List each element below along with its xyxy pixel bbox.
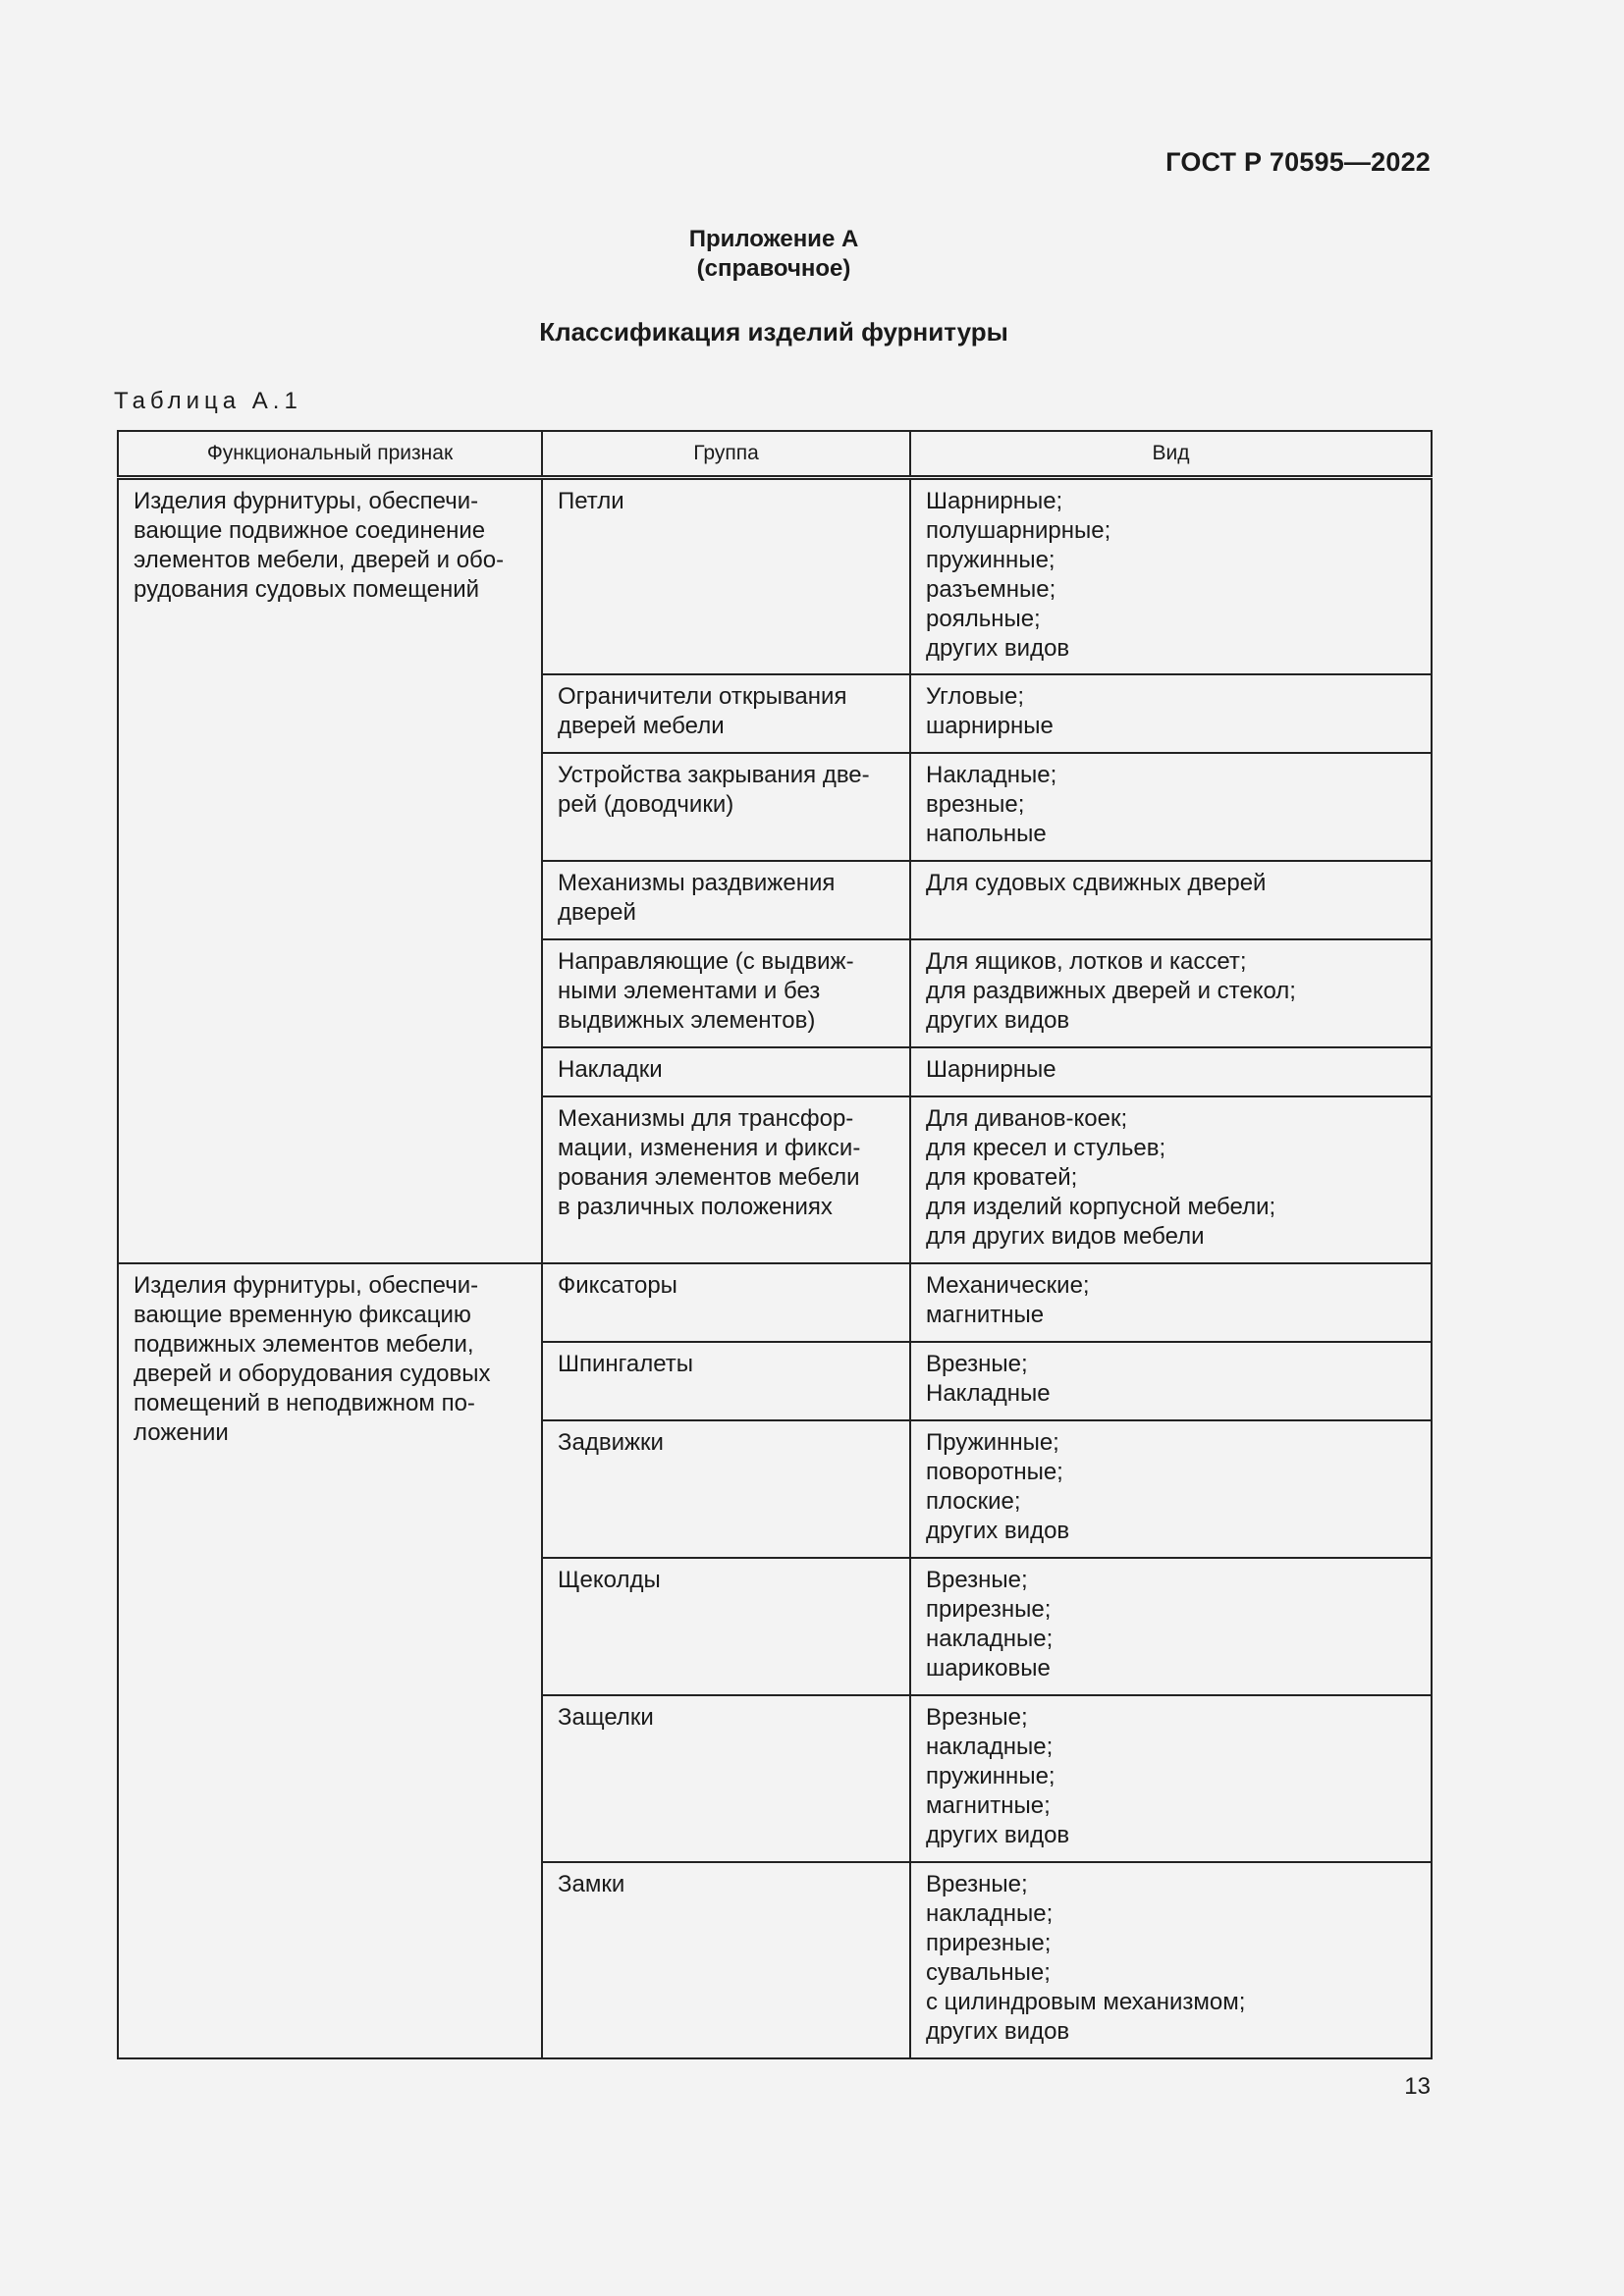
cell-line: Механизмы для трансфор- [558, 1104, 854, 1132]
cell-line: выдвижных элементов) [558, 1006, 816, 1034]
column-header-group: Группа [542, 431, 910, 478]
table-row [118, 478, 1432, 674]
cell-line: для других видов мебели [926, 1222, 1205, 1250]
cell-line: накладные; [926, 1899, 1054, 1927]
cell-line: Направляющие (с выдвиж- [558, 947, 854, 975]
page-number: 13 [1404, 2073, 1431, 2100]
table-row [118, 1263, 1432, 1342]
cell-line: Накладные [926, 1379, 1051, 1407]
group-cell [542, 1558, 910, 1695]
classification-table [117, 430, 1433, 2059]
page-title: Классификация изделий фурнитуры [539, 317, 1008, 347]
cell-line: мации, изменения и фикси- [558, 1134, 861, 1161]
cell-line: Щеколды [558, 1566, 661, 1593]
cell-line: для кроватей; [926, 1163, 1078, 1191]
cell-line: шариковые [926, 1654, 1051, 1682]
cell-line: Для диванов-коек; [926, 1104, 1128, 1132]
group-cell [542, 1862, 910, 2058]
cell-line: шарнирные [926, 712, 1054, 739]
type-cell [910, 674, 1432, 753]
cell-line: сувальные; [926, 1958, 1051, 1986]
type-cell [910, 1342, 1432, 1420]
cell-line: ложении [134, 1418, 229, 1446]
cell-line: дверей мебели [558, 712, 725, 739]
cell-line: других видов [926, 1821, 1070, 1848]
functional-feature-cell [118, 1263, 542, 2058]
cell-line: для раздвижных дверей и стекол; [926, 977, 1296, 1004]
cell-line: для кресел и стульев; [926, 1134, 1166, 1161]
type-cell [910, 1047, 1432, 1096]
cell-line: Для судовых сдвижных дверей [926, 869, 1267, 896]
cell-line: Фиксаторы [558, 1271, 677, 1299]
cell-line: прирезные; [926, 1595, 1052, 1623]
cell-line: Изделия фурнитуры, обеспечи- [134, 488, 479, 514]
cell-line: других видов [926, 2017, 1070, 2045]
cell-line: Задвижки [558, 1428, 664, 1456]
cell-line: Врезные; [926, 1703, 1028, 1731]
table-caption: Таблица А.1 [114, 388, 302, 414]
cell-line: накладные; [926, 1625, 1054, 1652]
cell-line: Ограничители открывания [558, 682, 847, 710]
cell-line: магнитные [926, 1301, 1045, 1328]
cell-line: прирезные; [926, 1929, 1052, 1956]
cell-line: разъемные; [926, 576, 1056, 603]
cell-line: Шарнирные [926, 1055, 1056, 1083]
cell-line: накладные; [926, 1733, 1054, 1760]
appendix-title: Приложение А [688, 226, 859, 252]
cell-line: Врезные; [926, 1350, 1028, 1377]
type-cell [910, 1263, 1432, 1342]
group-cell [542, 861, 910, 939]
table-header-row [118, 431, 1432, 478]
column-header-feature: Функциональный признак [118, 431, 542, 478]
cell-line: Механизмы раздвижения [558, 869, 836, 896]
cell-line: других видов [926, 1517, 1070, 1544]
type-cell [910, 753, 1432, 861]
cell-line: рования элементов мебели [558, 1163, 860, 1191]
cell-line: Накладки [558, 1055, 663, 1083]
functional-feature-cell [118, 478, 542, 1263]
cell-line: вающие подвижное соединение [134, 517, 486, 544]
cell-line: подвижных элементов мебели, [134, 1330, 474, 1358]
cell-line: Механические; [926, 1271, 1090, 1299]
cell-line: Врезные; [926, 1870, 1028, 1897]
cell-line: рудования судовых помещений [134, 576, 480, 603]
cell-line: врезные; [926, 790, 1025, 818]
cell-line: Шарнирные; [926, 488, 1063, 514]
group-cell [542, 939, 910, 1047]
column-header-type: Вид [910, 431, 1432, 478]
group-cell [542, 1263, 910, 1342]
cell-line: полушарнирные; [926, 517, 1111, 544]
cell-line: вающие временную фиксацию [134, 1301, 471, 1328]
cell-line: других видов [926, 635, 1070, 662]
group-cell [542, 478, 910, 674]
cell-line: напольные [926, 820, 1047, 847]
cell-line: элементов мебели, дверей и обо- [134, 547, 505, 573]
cell-line: плоские; [926, 1487, 1021, 1515]
cell-line: Накладные; [926, 761, 1057, 788]
cell-line: Угловые; [926, 682, 1025, 710]
cell-line: пружинные; [926, 1762, 1056, 1789]
type-cell [910, 1096, 1432, 1263]
group-cell [542, 1342, 910, 1420]
cell-line: Петли [558, 488, 624, 514]
cell-line: Врезные; [926, 1566, 1028, 1593]
cell-line: магнитные; [926, 1791, 1051, 1819]
appendix-subtitle: (справочное) [696, 255, 851, 282]
type-cell [910, 1420, 1432, 1558]
type-cell [910, 861, 1432, 939]
cell-line: рояльные; [926, 606, 1041, 632]
cell-line: рей (доводчики) [558, 790, 734, 818]
cell-line: Для ящиков, лотков и кассет; [926, 947, 1247, 975]
type-cell [910, 478, 1432, 674]
cell-line: Замки [558, 1870, 625, 1897]
cell-line: дверей и оборудования судовых [134, 1360, 491, 1387]
cell-line: в различных положениях [558, 1193, 833, 1220]
type-cell [910, 1558, 1432, 1695]
cell-line: Пружинные; [926, 1428, 1059, 1456]
group-cell [542, 1695, 910, 1862]
group-cell [542, 1047, 910, 1096]
cell-line: Изделия фурнитуры, обеспечи- [134, 1271, 479, 1299]
type-cell [910, 1695, 1432, 1862]
group-cell [542, 753, 910, 861]
cell-line: других видов [926, 1006, 1070, 1034]
type-cell [910, 1862, 1432, 2058]
table-body [118, 478, 1432, 2058]
cell-line: Устройства закрывания две- [558, 761, 870, 788]
appendix-heading [0, 225, 1547, 284]
type-cell [910, 939, 1432, 1047]
document-code: ГОСТ Р 70595—2022 [1165, 147, 1431, 177]
group-cell [542, 1420, 910, 1558]
cell-line: дверей [558, 898, 636, 926]
cell-line: ными элементами и без [558, 977, 821, 1004]
cell-line: для изделий корпусной мебели; [926, 1193, 1276, 1220]
cell-line: поворотные; [926, 1458, 1063, 1485]
group-cell [542, 1096, 910, 1263]
cell-line: Защелки [558, 1703, 654, 1731]
cell-line: пружинные; [926, 547, 1056, 573]
cell-line: Шпингалеты [558, 1350, 694, 1377]
cell-line: с цилиндровым механизмом; [926, 1988, 1246, 2015]
group-cell [542, 674, 910, 753]
cell-line: помещений в неподвижном по- [134, 1389, 475, 1416]
